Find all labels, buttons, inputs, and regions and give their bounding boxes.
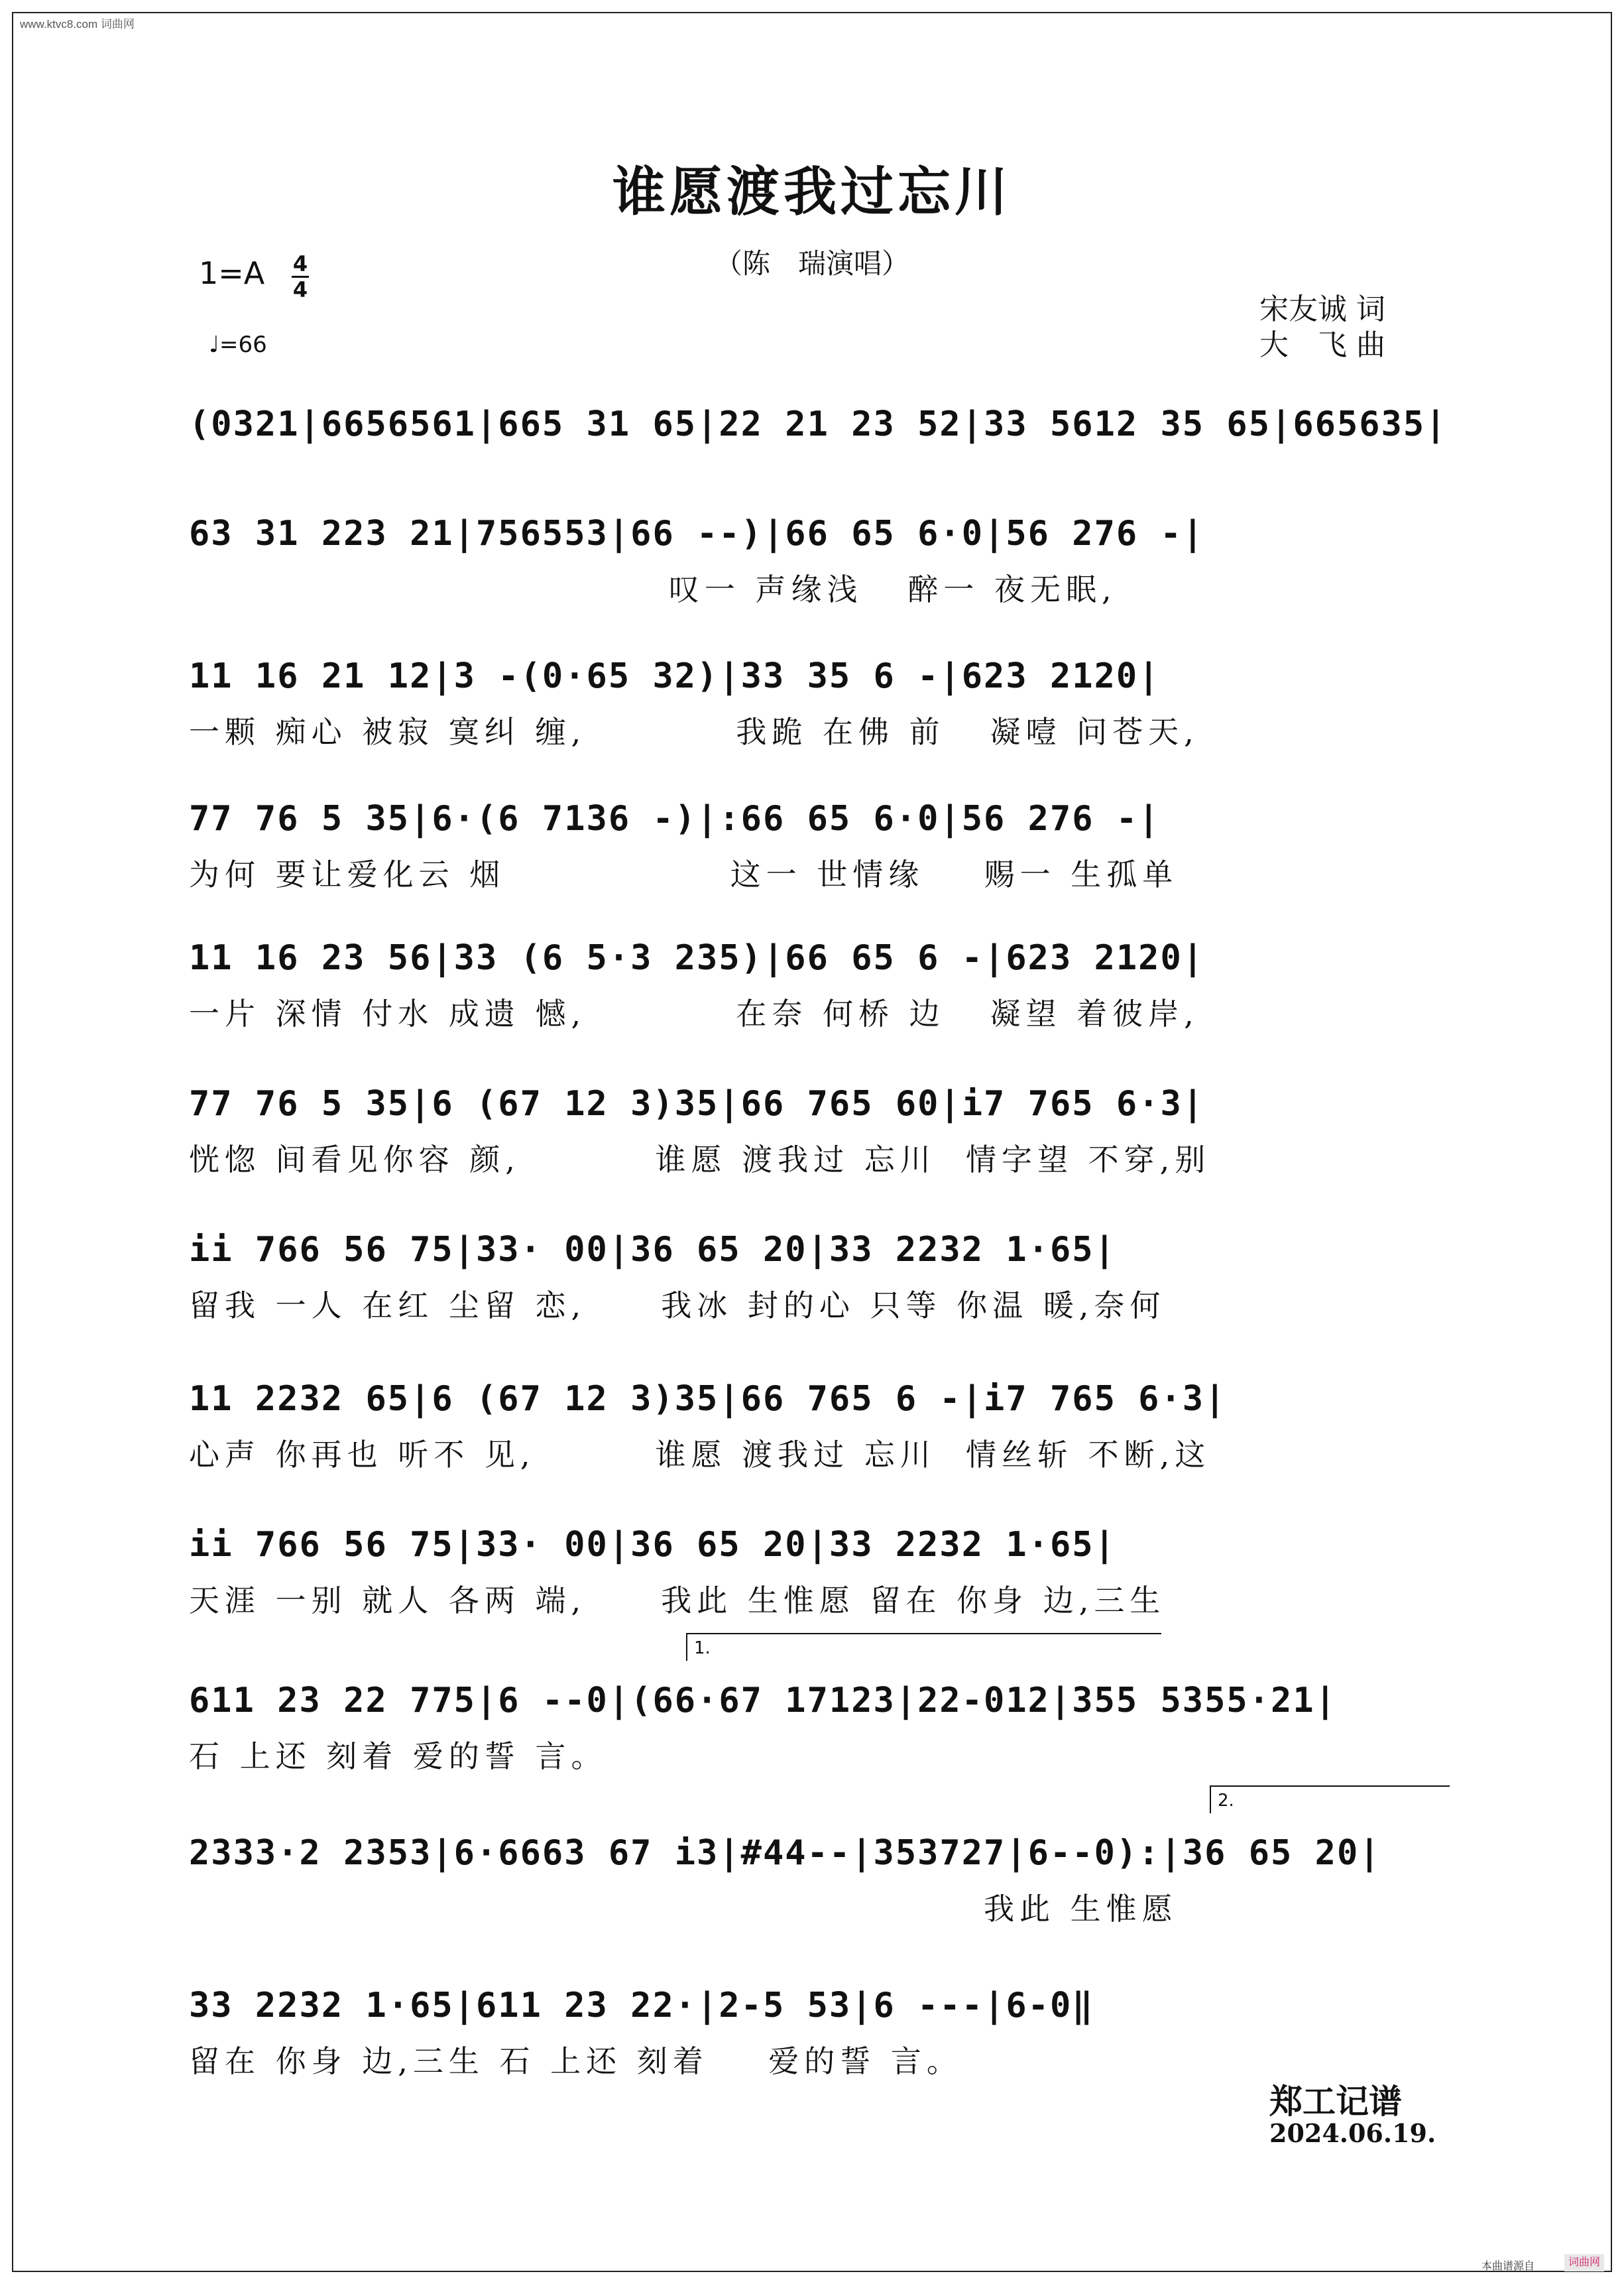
score-system xyxy=(189,656,1462,753)
volta-bracket-2 xyxy=(1210,1785,1450,1813)
score-system xyxy=(189,799,1462,896)
site-header[interactable] xyxy=(20,15,135,31)
time-numerator: 4 xyxy=(292,251,308,276)
singer-line: （陈 瑞演唱） xyxy=(714,247,909,280)
notation-line: 11 16 23 56|33 (6 5·3 235)|66 65 6 -|623 2120| xyxy=(189,938,1205,978)
notation-line: 77 76 5 35|6·(6 7136 -)|:66 65 6·0|56 276 -| xyxy=(189,799,1161,839)
notation-line: ii 766 56 75|33· 00|36 65 20|33 2232 1·65| xyxy=(189,1525,1116,1565)
score-system xyxy=(189,404,1462,501)
site-name: 词曲网 xyxy=(100,18,135,30)
notation-line: ii 766 56 75|33· 00|36 65 20|33 2232 1·65| xyxy=(189,1230,1116,1270)
lyric-line: 一片 深情 付水 成遗 憾, 在奈 何桥 边 凝望 着彼岸, xyxy=(189,996,1199,1032)
volta-2-label: 2. xyxy=(1218,1791,1234,1811)
lyric-line: 留在 你身 边,三生 石 上还 刻着 爱的誓 言。 xyxy=(189,2043,962,2079)
credits xyxy=(1259,292,1385,363)
notation-line: (0321|6656561|665 31 65|22 21 23 52|33 5612 35 65|665635| xyxy=(189,404,1448,444)
source-note: 本曲谱源自 xyxy=(1481,2261,1535,2272)
lyric-line: 心声 你再也 听不 见, 谁愿 渡我过 忘川 情丝斩 不断,这 xyxy=(189,1437,1211,1473)
notation-line: 77 76 5 35|6 (67 12 3)35|66 765 60|i7 765 6·3| xyxy=(189,1084,1205,1124)
lyric-line: 石 上还 刻着 爱的誓 言。 xyxy=(189,1738,607,1774)
notation-line: 2333·2 2353|6·6663 67 i3|#44--|353727|6--0):|36 65 20| xyxy=(189,1833,1381,1873)
lyricist: 宋友诚 词 xyxy=(1259,292,1385,326)
score-system xyxy=(189,1230,1462,1327)
lyric-line: 为何 要让爱化云 烟 这一 世情缘 赐一 生孤单 xyxy=(189,857,1179,892)
score-system xyxy=(189,1379,1462,1476)
lyric-line: 留我 一人 在红 尘留 恋, 我冰 封的心 只等 你温 暖,奈何 xyxy=(189,1288,1166,1323)
tempo-marking: ♩=66 xyxy=(209,331,267,358)
time-denominator: 4 xyxy=(292,277,308,302)
score-system xyxy=(189,938,1462,1035)
score-system xyxy=(189,1084,1462,1181)
notation-line: 11 2232 65|6 (67 12 3)35|66 765 6 -|i7 765 6·3| xyxy=(189,1379,1227,1419)
transcription-date: 2024.06.19. xyxy=(1269,2118,1436,2148)
site-url[interactable]: www.ktvc8.com xyxy=(20,18,98,30)
lyric-line xyxy=(189,461,1462,501)
notation-line: 611 23 22 775|6 --0|(66·67 17123|22-012|355 5355·21| xyxy=(189,1681,1337,1720)
time-signature xyxy=(292,252,309,302)
score-system xyxy=(189,1833,1462,1930)
key-signature: 1=A xyxy=(199,255,265,291)
score-system xyxy=(189,514,1462,611)
lyric-line: 天涯 一别 就人 各两 端, 我此 生惟愿 留在 你身 边,三生 xyxy=(189,1583,1166,1618)
volta-1-label: 1. xyxy=(694,1638,711,1658)
notation-line: 33 2232 1·65|611 23 22·|2-5 53|6 ---|6-0‖ xyxy=(189,1986,1094,2025)
lyric-line: 叹一 声缘浅 醉一 夜无眠, xyxy=(189,571,1117,607)
transcriber: 郑工记谱 xyxy=(1269,2082,1402,2121)
lyric-line: 一颗 痴心 被寂 寞纠 缠, 我跪 在佛 前 凝噎 问苍天, xyxy=(189,714,1199,750)
volta-bracket-1 xyxy=(686,1633,1161,1661)
composer: 大 飞 曲 xyxy=(1259,328,1385,362)
notation-line: 11 16 21 12|3 -(0·65 32)|33 35 6 -|623 2120| xyxy=(189,656,1161,696)
song-title: 谁愿渡我过忘川 xyxy=(612,161,1012,223)
score-system xyxy=(189,1525,1462,1622)
score-system xyxy=(189,1681,1462,1777)
score-system xyxy=(189,1986,1462,2082)
site-badge[interactable]: 词曲网 xyxy=(1564,2254,1604,2271)
lyric-line: 我此 生惟愿 xyxy=(189,1891,1178,1927)
notation-line: 63 31 223 21|756553|66 --)|66 65 6·0|56 276 -| xyxy=(189,514,1205,554)
lyric-line: 恍惚 间看见你容 颜, 谁愿 渡我过 忘川 情字望 不穿,别 xyxy=(189,1142,1211,1177)
